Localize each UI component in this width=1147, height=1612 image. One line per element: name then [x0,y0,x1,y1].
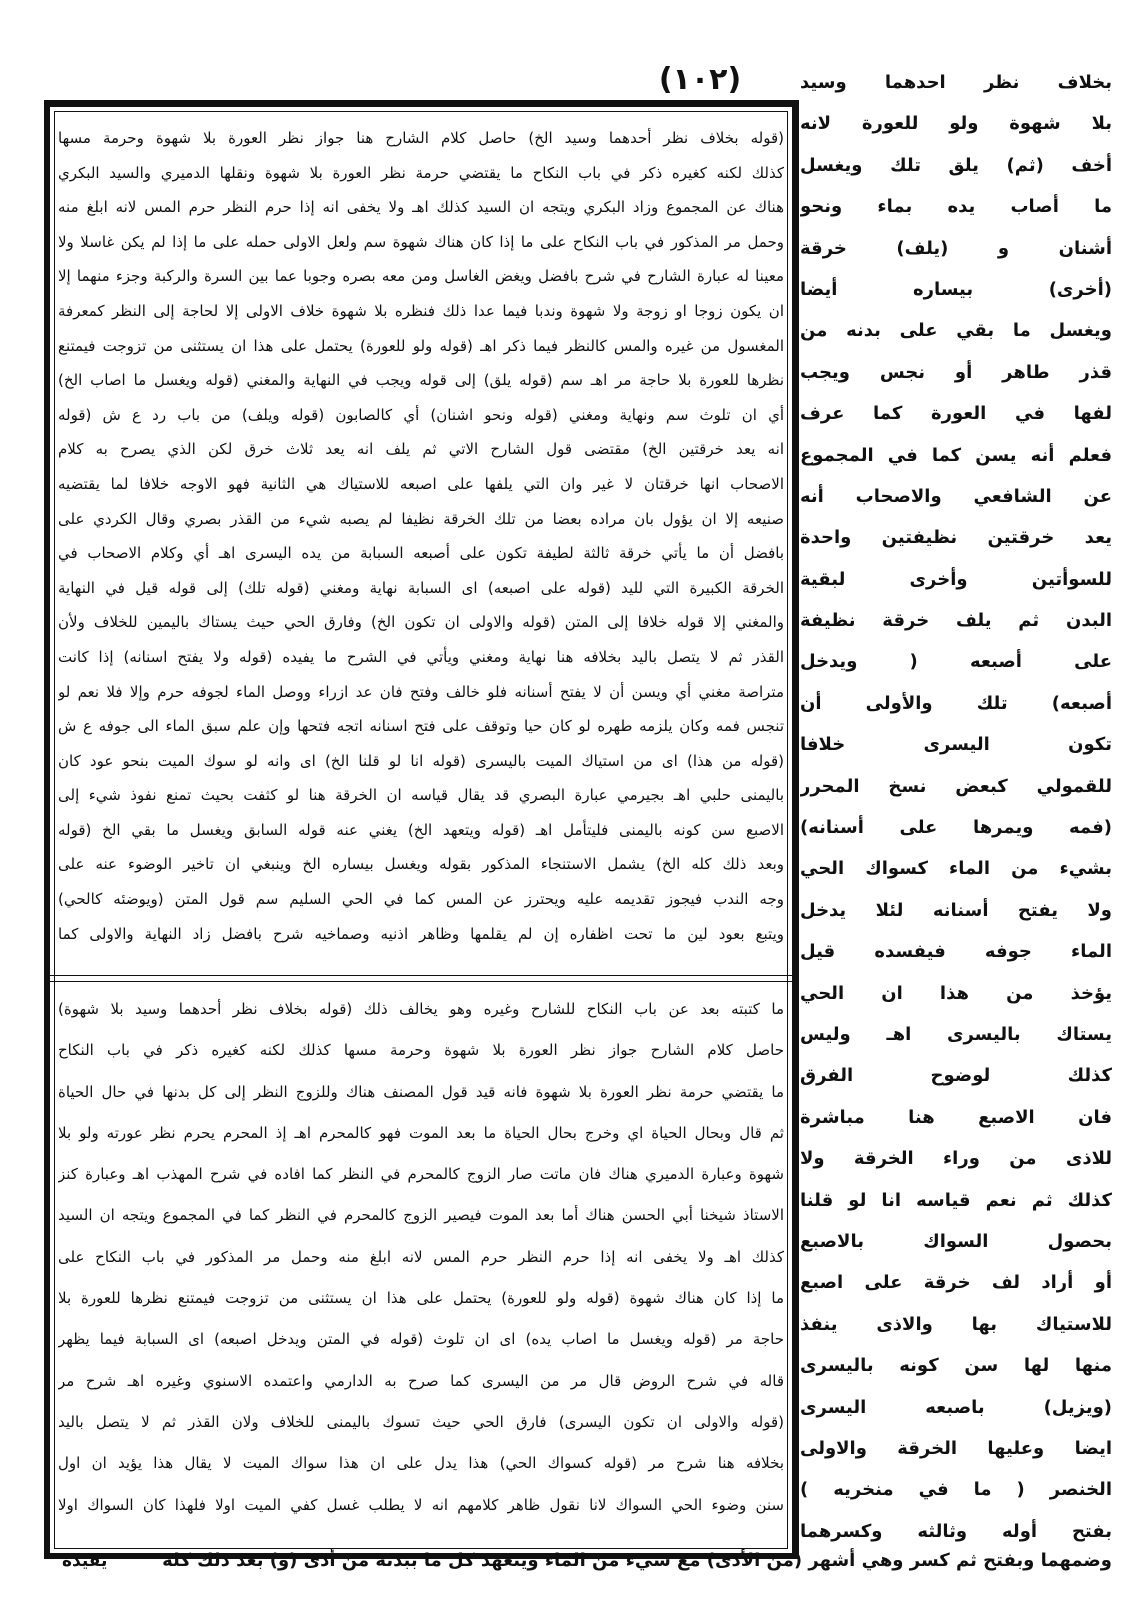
margin-text-line: أو أراد لف خرقة على اصبع [800,1272,1112,1294]
margin-text-line: للاستياك بها والاذى ينفذ [800,1313,1112,1335]
margin-text-line: للقمولي كبعض نسخ المحرر [800,775,1112,797]
commentary-line: القذر ثم لا يتصل باليد بخلافه هنا نهاية ومغني ويأتي في الشرح ما يفيده (قوله ولا يفتح اسنانه) إذا كانت [58,647,784,666]
commentary-line: أي ان تلوث سم ونهاية ومغني (قوله ونحو اشنان) أي كالصابون (قوله ويلف) من باب رد ع ش (قوله [58,405,784,424]
commentary-line: باليمنى حلبي اهـ بجيرمي عبارة البصري قد يقال قياسه ان الخرقة هنا لو كثفت بحيث تمنع نفوذ شيء إلى [58,786,784,805]
margin-text-line: الخنصر ( ما في منخريه ) [800,1479,1112,1501]
commentary-line: كذلك اهـ ولا يخفى انه إذا حرم النظر حرم المس لانه ابلغ منه وحمل مر المذكور في باب النكاح على [58,1247,784,1266]
margin-text-line: البدن ثم يلف خرقة نظيفة [800,610,1112,632]
margin-text-line: كذلك ثم نعم قياسه انا لو قلنا [800,1189,1112,1211]
page-number: (١٠٢) [658,62,742,97]
margin-text-line: على أصبعه ( ويدخل [800,651,1112,673]
margin-text-line: ويغسل ما بقي على بدنه من [800,320,1112,342]
commentary-line: سنن وضوء الحي السواك لانا نقول ظاهر كلامهم انه لا يطلب غسل كفي الميت اولا فلهذا كان السواك اولا [58,1495,784,1514]
margin-text-line: بلا شهوة ولو للعورة لانه [800,113,1112,135]
margin-text-line: يستاك باليسرى اهـ وليس [800,1023,1112,1045]
commentary-line: نظرها للعورة بلا حاجة مر اهـ سم (قوله يلق) إلى قوله ويجب في النهاية والمغني (قوله ويغسل ما اصاب الخ) [58,371,784,390]
commentary-line: وحمل مر المذكور في باب النكاح على ما إذا كان هناك شهوة سم ولعل الاولى حمله على ما إذا لم يكن غاسلا ولا [58,232,784,251]
margin-main-text [800,62,1112,1552]
commentary-line: وجه الندب فيجوز تقديمه عليه ويحترز عن المس كما في الحي السليم سم قول المتن (ويوضئه كالحي) [58,890,784,909]
margin-text-line: لفها في العورة كما عرف [800,403,1112,425]
margin-text-line: للاذى من وراء الخرقة ولا [800,1148,1112,1170]
commentary-line: شهوة وعبارة الدميري هناك فان ماتت صار الزوج كالمحرم في النظر كما افاده في شرح المهذب اهـ وعبارة كنز [58,1165,784,1184]
commentary-top-section [58,121,784,951]
margin-text-line: أصبعه) تلك والأولى أن [800,692,1112,714]
commentary-line: صنيعه إلا ان يؤول بان مراده بعضا من تلك الخرقة نظيفا لم يصبه شيء من القذر بصري وقال الكردي على [58,509,784,528]
margin-text-line: كذلك لوضوح الفرق [800,1065,1112,1087]
margin-text-line: قذر طاهر أو نجس ويجب [800,361,1112,383]
commentary-line: قاله في شرح الروض قال مر من اليسرى كما صرح به الدارمي واعتمده الاسنوي وغيره اهـ شرح مر [58,1371,784,1390]
margin-text-line: بشيء من الماء كسواك الحي [800,858,1112,880]
margin-text-line: أخف (ثم) يلق تلك ويغسل [800,154,1112,176]
commentary-line: ما كتبته بعد عن باب النكاح للشارح وغيره وهو يخالف ذلك (قوله بخلاف نظر أحدهما وسيد بلا شهوة) [58,1000,784,1018]
commentary-line: ويتبع بعود لين ما تحت اظفاره إن لم يقلمها وظاهر اذنيه وصماخيه شرح بافضل زاد النهاية والاولى كما [58,924,784,943]
footer-text: وضمهما وبفتح ثم كسر وهي أشهر (من الأذى) مع شيء من الماء ويتعهد كل ما ببدنه من أذى (و) بعد ذلك كله [162,1550,1112,1571]
commentary-line: ثم قال وبحال الحياة اي وخرج بحال الحياة ما بعد الموت فهو كالمحرم اهـ إذ المحرم يحرم نظر عورته ولو بلا [58,1123,784,1142]
margin-text-line: فان الاصبع هنا مباشرة [800,1106,1112,1128]
margin-text-line: بخلاف نظر احدهما وسيد [800,72,1112,93]
commentary-line: وبعد ذلك كله الخ) يشمل الاستنجاء المذكور بقوله ويغسل بيساره الخ وينبغي ان تاخير الوضوء عنه على [58,855,784,874]
commentary-line: (قوله بخلاف نظر أحدهما وسيد الخ) حاصل كلام الشارح هنا جواز نظر العورة بلا شهوة وحرمة مسها [58,129,784,147]
commentary-frame [44,100,799,1559]
margin-text-line: (ويزيل) باصبعه اليسرى [800,1396,1112,1418]
commentary-line: المغسول من غيره والمس كالنظر فيما ذكر اهـ (قوله ولو للعورة) يحتمل على هذا ان يستثنى من تزوجت فيمتنع [58,336,784,355]
commentary-line: تنجس فمه وكان يلزمه طهره لو كان حيا وتوقف على فتح اسنانه اتجه فتحها وإن علم سبق الماء الى جوفه ع ش [58,717,784,736]
commentary-bottom-section [58,989,784,1526]
margin-text-line: ولا يفتح أسنانه لئلا يدخل [800,899,1112,921]
footer-catchword: يفيده [62,1551,108,1571]
margin-text-line: منها لها سن كونه باليسرى [800,1355,1112,1377]
margin-text-line: ايضا وعليها الخرقة والاولى [800,1437,1112,1459]
section-divider [50,975,792,982]
commentary-line: متراصة مغني أي ويسن أن لا يفتح أسنانه فلو خالف وفتح فان عد ازراء ووصل الماء لجوفه حرم وإلا فلا نعم لو [58,682,784,701]
commentary-line: هناك عن المجموع وزاد البكري ويتجه ان السيد كذلك اهـ ولا يخفى انه إذا حرم النظر حرم المس لانه ابلغ منه [58,198,784,217]
commentary-line: انه يعد خرقتين الخ) مقتضى قول الشارح الاتي ثم يلف انه يعد ثلاث خرق لكن الذي يصرح به كلام [58,440,784,459]
commentary-line: الخرقة الكبيرة التي لليد (قوله على اصبعه) اى السبابة نهاية ومغني (قوله تلك) إلى قوله قيل في النهاية [58,578,784,597]
margin-text-line: يؤخذ من هذا ان الحي [800,982,1112,1004]
commentary-line: ما إذا كان هناك شهوة (قوله ولو للعورة) يحتمل على هذا ان يستثنى من تزوجت فيمتنع نظرها للعورة بلا [58,1289,784,1308]
commentary-line: (قوله من هذا) اى من استياك الميت باليسرى (قوله انا لو قلنا الخ) اى وانه لو سوك الميت بنحو عود كان [58,751,784,770]
commentary-line: ما يقتضي حرمة نظر العورة بلا شهوة فانه قيد قول المصنف هناك وللزوج النظر إلى كل بدنها في حال الحياة [58,1082,784,1101]
margin-text-line: فعلم أنه يسن كما في المجموع [800,444,1112,466]
margin-text-line: (أخرى) بيساره أيضا [800,278,1112,300]
margin-text-line: الماء جوفه فيفسده قيل [800,941,1112,963]
commentary-line: حاجة مر (قوله ويغسل ما اصاب يده) اى ان تلوث (قوله في المتن ويدخل اصبعه) اى السبابة فيما يظهر [58,1330,784,1349]
commentary-line: والمغني إلا قوله خلافا إلى المتن (قوله والاولى ان تكون الخ) وفارق الحي حيث يستاك باليمين للخلاف ولأن [58,613,784,632]
margin-text-line: عن الشافعي والاصحاب أنه [800,485,1112,507]
margin-text-line: ما أصاب يده بماء ونحو [800,196,1112,218]
margin-text-line: بحصول السواك بالاصبع [800,1230,1112,1252]
margin-text-line: يعد خرقتين نظيفتين واحدة [800,527,1112,549]
commentary-line: حاصل كلام الشارح جواز نظر العورة بلا شهوة وحرمة مسها كذلك لكنه كغيره ذكر في باب النكاح [58,1041,784,1060]
commentary-line: الاستاذ شيخنا أبي الحسن هناك أما بعد الموت فيصير الزوج كالمحرم في النظر كما في المجموع ويتجه ان السيد [58,1206,784,1225]
commentary-line: (قوله والاولى ان تكون اليسرى) فارق الحي حيث تسوك باليمنى للخلاف ولان القذر ثم لا يتصل باليد [58,1412,784,1431]
margin-text-line: بفتح أوله وثالثه وكسرهما [800,1520,1112,1542]
commentary-line: بافضل أن ما يأتي خرقة ثالثة لطيفة تكون على أصبعه السبابة من يده اليسرى اهـ أي وكلام الاصحاب في [58,544,784,563]
margin-text-line: تكون اليسرى خلافا [800,734,1112,756]
margin-text-line: (فمه ويمرها على أسنانه) [800,817,1112,839]
commentary-line: كذلك لكنه كغيره ذكر في باب النكاح ما يقتضي حرمة نظر العورة بلا شهوة ونقلها الدميري والسيد البكري [58,163,784,182]
commentary-line: الاصحاب انها خرقتان لا غير وان التي يلفها على اصبعه للاستياك هي الثانية فهو الاوجه خلافا لما يقتضيه [58,474,784,493]
commentary-line: معينا له عبارة الشارح في شرح بافضل ويغض الغاسل ومن معه بصره وجوبا عما بين السرة والركبة وجزء منهما إلا [58,267,784,286]
commentary-line: ان يكون زوجا او زوجة ولا شهوة وندبا فيما عدا ذلك فنظره بلا شهوة خلاف الاولى إلا لحاجة إلى النظر كمعرفة [58,301,784,320]
margin-text-line: أشنان و (يلف) خرقة [800,237,1112,259]
margin-text-line: للسوأتين وأخرى لبقية [800,568,1112,590]
commentary-line: بخلافه هنا شرح مر (قوله كسواك الحي) هذا يدل على ان هذا سواك الميت لا يقال هذا يؤيد ان اول [58,1454,784,1473]
commentary-line: الاصبع سن كونه باليمنى فليتأمل اهـ (قوله ويتعهد الخ) يغني عنه قوله السابق ويغسل ما بقي الخ (قوله [58,820,784,839]
